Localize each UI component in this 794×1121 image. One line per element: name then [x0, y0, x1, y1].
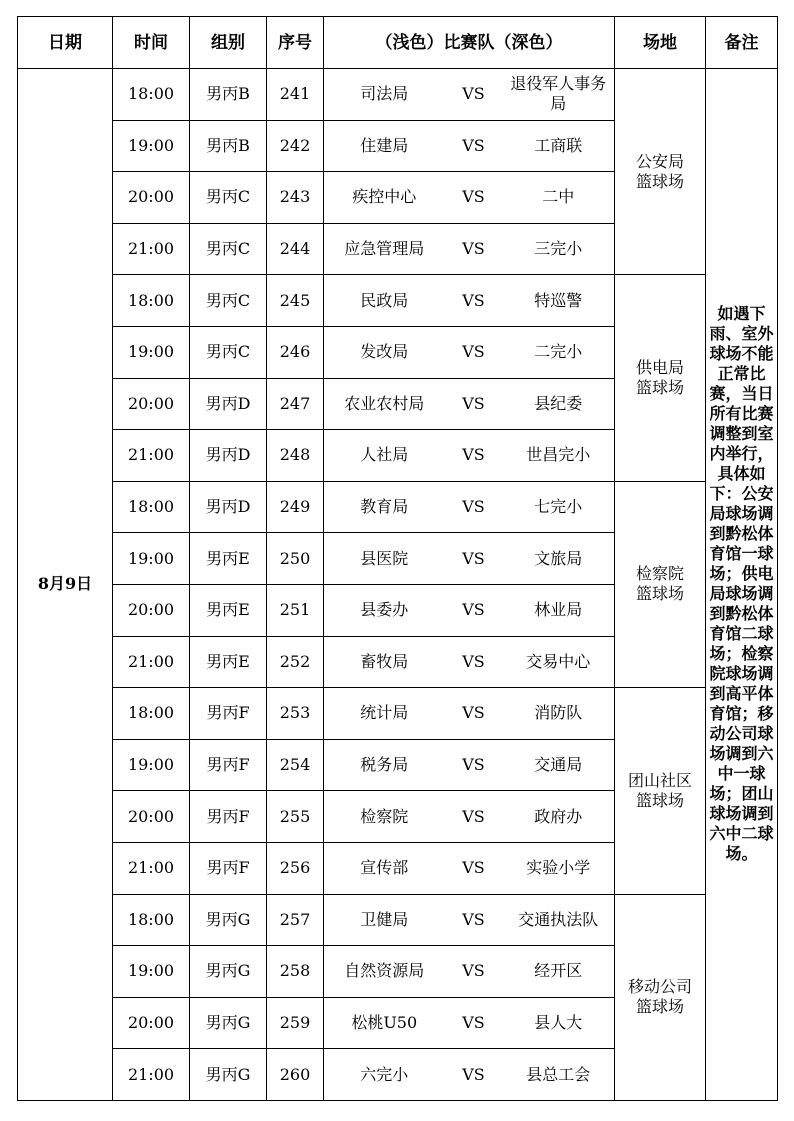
- match-time: 18:00: [113, 275, 190, 327]
- home-team: 六完小: [324, 1049, 445, 1101]
- match-time: 20:00: [113, 791, 190, 843]
- match-seq: 245: [267, 275, 324, 327]
- away-team: 县人大: [503, 997, 615, 1049]
- home-team: 税务局: [324, 739, 445, 791]
- home-team: 松桃U50: [324, 997, 445, 1049]
- home-team: 民政局: [324, 275, 445, 327]
- venue-cell: [615, 688, 706, 894]
- match-time: 18:00: [113, 688, 190, 740]
- away-team: 林业局: [503, 584, 615, 636]
- header-row: [18, 17, 778, 69]
- match-time: 21:00: [113, 430, 190, 482]
- venue-name: 团山社区: [628, 770, 693, 790]
- home-team: 宣传部: [324, 842, 445, 894]
- home-team: 卫健局: [324, 894, 445, 946]
- header-match: （浅色）比赛队（深色）: [324, 17, 615, 69]
- table-row: [18, 69, 778, 121]
- venue-cell: [615, 69, 706, 275]
- venue-name: 检察院: [636, 564, 685, 584]
- away-team: 实验小学: [503, 842, 615, 894]
- match-seq: 252: [267, 636, 324, 688]
- away-team: 政府办: [503, 791, 615, 843]
- vs-label: VS: [445, 791, 503, 843]
- match-seq: 247: [267, 378, 324, 430]
- venue-name: 公安局: [636, 151, 685, 171]
- away-team: 消防队: [503, 688, 615, 740]
- header-remark: 备注: [706, 17, 778, 69]
- vs-label: VS: [445, 69, 503, 121]
- home-team: 司法局: [324, 69, 445, 121]
- home-team: 农业农村局: [324, 378, 445, 430]
- schedule-table: [17, 16, 778, 1101]
- vs-label: VS: [445, 636, 503, 688]
- match-group: 男丙D: [190, 430, 267, 482]
- home-team: 疾控中心: [324, 172, 445, 224]
- vs-label: VS: [445, 997, 503, 1049]
- match-group: 男丙D: [190, 378, 267, 430]
- home-team: 畜牧局: [324, 636, 445, 688]
- match-seq: 246: [267, 326, 324, 378]
- header-group: 组别: [190, 17, 267, 69]
- vs-label: VS: [445, 223, 503, 275]
- vs-label: VS: [445, 842, 503, 894]
- home-team: 人社局: [324, 430, 445, 482]
- match-group: 男丙F: [190, 688, 267, 740]
- match-group: 男丙C: [190, 326, 267, 378]
- match-seq: 253: [267, 688, 324, 740]
- match-time: 19:00: [113, 739, 190, 791]
- away-team: 工商联: [503, 120, 615, 172]
- match-group: 男丙C: [190, 223, 267, 275]
- away-team: 县纪委: [503, 378, 615, 430]
- match-seq: 248: [267, 430, 324, 482]
- match-seq: 260: [267, 1049, 324, 1101]
- venue-type: 篮球场: [636, 171, 685, 191]
- home-team: 县医院: [324, 533, 445, 585]
- away-team: 文旅局: [503, 533, 615, 585]
- match-seq: 251: [267, 584, 324, 636]
- away-team: 二完小: [503, 326, 615, 378]
- match-time: 19:00: [113, 946, 190, 998]
- match-seq: 249: [267, 481, 324, 533]
- home-team: 自然资源局: [324, 946, 445, 998]
- match-seq: 250: [267, 533, 324, 585]
- home-team: 住建局: [324, 120, 445, 172]
- header-venue: 场地: [615, 17, 706, 69]
- vs-label: VS: [445, 172, 503, 224]
- home-team: 应急管理局: [324, 223, 445, 275]
- home-team: 检察院: [324, 791, 445, 843]
- match-seq: 254: [267, 739, 324, 791]
- venue-type: 篮球场: [636, 584, 685, 604]
- away-team: 交易中心: [503, 636, 615, 688]
- match-time: 20:00: [113, 584, 190, 636]
- header-time: 时间: [113, 17, 190, 69]
- home-team: 县委办: [324, 584, 445, 636]
- match-time: 21:00: [113, 842, 190, 894]
- match-time: 20:00: [113, 378, 190, 430]
- vs-label: VS: [445, 894, 503, 946]
- match-group: 男丙G: [190, 997, 267, 1049]
- table-row: [18, 275, 778, 327]
- vs-label: VS: [445, 1049, 503, 1101]
- away-team: 世昌完小: [503, 430, 615, 482]
- match-time: 18:00: [113, 481, 190, 533]
- venue-name: 供电局: [636, 358, 685, 378]
- venue-type: 篮球场: [636, 997, 685, 1017]
- venue-cell: [615, 894, 706, 1100]
- venue-cell: [615, 275, 706, 481]
- match-seq: 259: [267, 997, 324, 1049]
- match-time: 21:00: [113, 1049, 190, 1101]
- remark-note: 如遇下雨、室外球场不能正常比赛，当日所有比赛调整到室内举行，具体如下：公安局球场调到黔松体育馆一球场；供电局球场调到黔松体育馆二球场；检察院球场调到高平体育馆；移动公司球场调到六中一球场；团山球场调到六中二球场。: [706, 69, 778, 1101]
- away-team: 二中: [503, 172, 615, 224]
- table-row: [18, 894, 778, 946]
- vs-label: VS: [445, 584, 503, 636]
- header-seq: 序号: [267, 17, 324, 69]
- match-date: 8月9日: [18, 69, 113, 1101]
- vs-label: VS: [445, 946, 503, 998]
- vs-label: VS: [445, 326, 503, 378]
- match-seq: 256: [267, 842, 324, 894]
- away-team: 三完小: [503, 223, 615, 275]
- match-group: 男丙C: [190, 172, 267, 224]
- match-time: 21:00: [113, 223, 190, 275]
- match-time: 18:00: [113, 894, 190, 946]
- match-time: 19:00: [113, 533, 190, 585]
- match-time: 21:00: [113, 636, 190, 688]
- venue-cell: [615, 481, 706, 687]
- match-group: 男丙E: [190, 533, 267, 585]
- match-group: 男丙B: [190, 69, 267, 121]
- header-date: 日期: [18, 17, 113, 69]
- away-team: 七完小: [503, 481, 615, 533]
- venue-type: 篮球场: [636, 790, 685, 810]
- vs-label: VS: [445, 430, 503, 482]
- venue-type: 篮球场: [636, 378, 685, 398]
- match-seq: 257: [267, 894, 324, 946]
- match-time: 19:00: [113, 326, 190, 378]
- away-team: 交通执法队: [503, 894, 615, 946]
- match-group: 男丙G: [190, 1049, 267, 1101]
- vs-label: VS: [445, 688, 503, 740]
- home-team: 统计局: [324, 688, 445, 740]
- away-team: 经开区: [503, 946, 615, 998]
- away-team: 县总工会: [503, 1049, 615, 1101]
- match-group: 男丙B: [190, 120, 267, 172]
- match-seq: 243: [267, 172, 324, 224]
- away-team: 退役军人事务局: [503, 69, 615, 121]
- match-seq: 241: [267, 69, 324, 121]
- match-group: 男丙F: [190, 739, 267, 791]
- table-row: [18, 481, 778, 533]
- vs-label: VS: [445, 481, 503, 533]
- vs-label: VS: [445, 739, 503, 791]
- home-team: 教育局: [324, 481, 445, 533]
- match-group: 男丙G: [190, 894, 267, 946]
- schedule-body: [18, 69, 778, 1101]
- table-row: [18, 688, 778, 740]
- match-seq: 255: [267, 791, 324, 843]
- match-time: 20:00: [113, 172, 190, 224]
- match-group: 男丙E: [190, 636, 267, 688]
- match-group: 男丙D: [190, 481, 267, 533]
- match-group: 男丙F: [190, 791, 267, 843]
- home-team: 发改局: [324, 326, 445, 378]
- match-group: 男丙G: [190, 946, 267, 998]
- match-seq: 244: [267, 223, 324, 275]
- vs-label: VS: [445, 378, 503, 430]
- vs-label: VS: [445, 120, 503, 172]
- match-seq: 258: [267, 946, 324, 998]
- vs-label: VS: [445, 275, 503, 327]
- match-group: 男丙F: [190, 842, 267, 894]
- away-team: 交通局: [503, 739, 615, 791]
- match-group: 男丙E: [190, 584, 267, 636]
- match-time: 19:00: [113, 120, 190, 172]
- match-time: 20:00: [113, 997, 190, 1049]
- match-group: 男丙C: [190, 275, 267, 327]
- venue-name: 移动公司: [628, 977, 693, 997]
- away-team: 特巡警: [503, 275, 615, 327]
- vs-label: VS: [445, 533, 503, 585]
- match-time: 18:00: [113, 69, 190, 121]
- match-seq: 242: [267, 120, 324, 172]
